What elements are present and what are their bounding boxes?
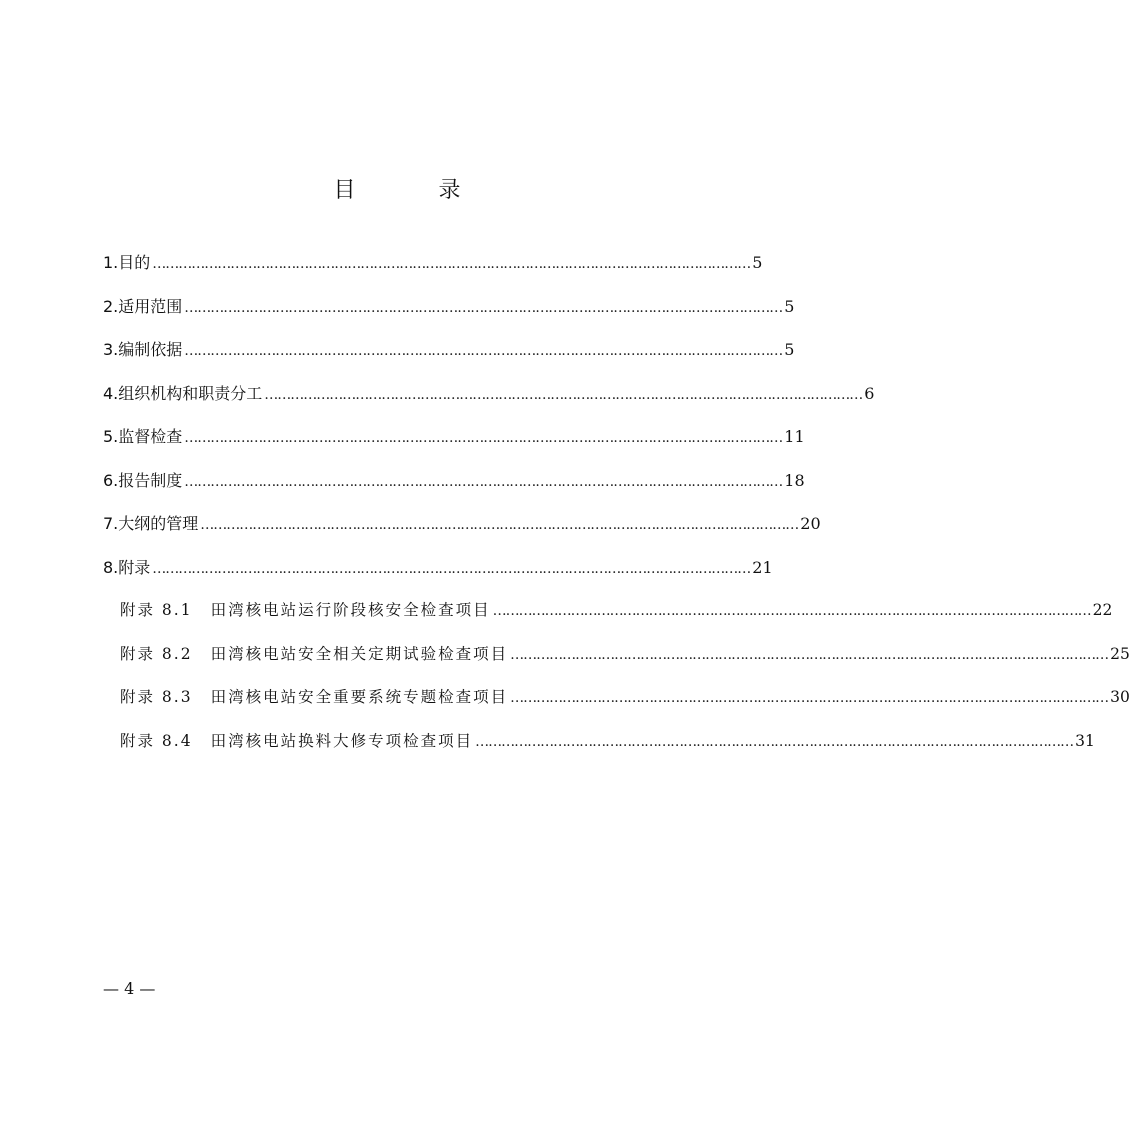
toc-appendix-entry[interactable]: [103, 685, 1130, 729]
toc-appendix-number: 附录 8.4: [120, 731, 193, 750]
toc-appendix-entry[interactable]: [103, 598, 1113, 642]
toc-page-number: 18: [784, 470, 805, 490]
toc-leader: …………………………………………………………………………………………………………………………: [200, 517, 799, 533]
toc-leader: …………………………………………………………………………………………………………………………: [184, 343, 783, 359]
toc-leader: …………………………………………………………………………………………………………………………: [264, 386, 863, 403]
toc-page-number: 20: [800, 514, 821, 533]
toc-leader: …………………………………………………………………………………………………………………………: [184, 473, 783, 490]
toc-entry-label: 1.目的: [103, 253, 151, 272]
toc-entry[interactable]: [103, 337, 795, 381]
toc-entry-label: 田湾核电站安全相关定期试验检查项目: [210, 644, 509, 663]
toc-appendix-number: 附录 8.3: [120, 688, 193, 706]
toc-entry[interactable]: [103, 468, 805, 512]
toc-page-number: 11: [784, 427, 805, 446]
toc-page-number: 5: [784, 296, 795, 316]
toc-leader: …………………………………………………………………………………………………………………………: [492, 603, 1091, 619]
toc-entry-label: 3.编制依据: [103, 340, 183, 359]
toc-leader: …………………………………………………………………………………………………………………………: [510, 690, 1109, 706]
toc-page-number: 5: [752, 253, 763, 272]
toc-page-number: 21: [752, 557, 773, 577]
page-title: 目 录: [333, 178, 499, 203]
toc-leader: …………………………………………………………………………………………………………………………: [475, 733, 1074, 750]
toc-page-number: 25: [1110, 644, 1130, 663]
toc-page-number: 5: [784, 340, 795, 359]
toc-entry[interactable]: [103, 511, 821, 555]
toc-page-number: 6: [864, 383, 875, 403]
toc-entry[interactable]: [103, 555, 773, 599]
toc-entry-label: 田湾核电站安全重要系统专题检查项目: [210, 688, 509, 706]
page-number-footer: — 4 —: [103, 979, 156, 998]
toc-entry-label: 8.附录: [103, 557, 151, 577]
toc-entry-label: 田湾核电站换料大修专项检查项目: [210, 731, 474, 750]
toc-entry-label: 5.监督检查: [103, 427, 183, 446]
toc-entry[interactable]: [103, 381, 875, 425]
toc-appendix-number: 附录 8.2: [120, 644, 193, 663]
toc-leader: …………………………………………………………………………………………………………………………: [510, 646, 1109, 663]
toc-entry-label: 4.组织机构和职责分工: [103, 383, 263, 403]
toc-entry-label: 7.大纲的管理: [103, 514, 199, 533]
toc-leader: …………………………………………………………………………………………………………………………: [152, 560, 751, 577]
toc-appendix-entry[interactable]: [103, 729, 1095, 773]
toc-leader: …………………………………………………………………………………………………………………………: [184, 430, 783, 446]
toc-leader: …………………………………………………………………………………………………………………………: [152, 256, 751, 272]
toc-leader: …………………………………………………………………………………………………………………………: [184, 299, 783, 316]
toc-appendix-entry[interactable]: [103, 642, 1130, 686]
toc-entry[interactable]: [103, 294, 795, 338]
toc-entry-label: 6.报告制度: [103, 470, 183, 490]
toc-appendix-number: 附录 8.1: [120, 601, 193, 619]
toc-page-number: 30: [1110, 688, 1130, 706]
table-of-contents: [103, 250, 1130, 772]
toc-entry[interactable]: [103, 424, 805, 468]
toc-page-number: 31: [1075, 731, 1095, 750]
toc-entry[interactable]: [103, 250, 763, 294]
toc-entry-label: 田湾核电站运行阶段核安全检查项目: [210, 601, 491, 619]
toc-page-number: 22: [1092, 601, 1113, 619]
toc-entry-label: 2.适用范围: [103, 296, 183, 316]
